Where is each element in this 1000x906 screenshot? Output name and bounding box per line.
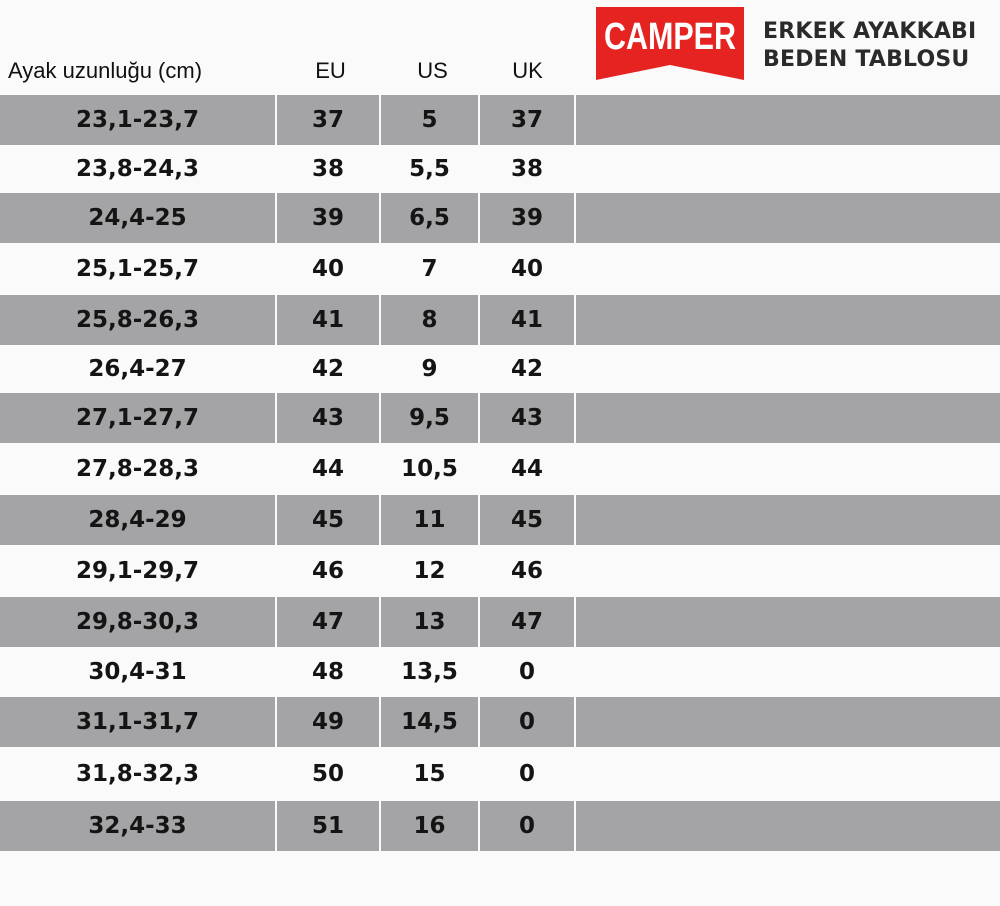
cell-eu: 38 (311, 156, 344, 182)
cell-uk: 46 (510, 558, 543, 584)
table-row (0, 193, 1000, 243)
cell-foot-length: 29,8-30,3 (0, 597, 275, 647)
cell-blank (576, 545, 1000, 597)
cell-blank (576, 747, 1000, 801)
cell-us: 5 (381, 95, 478, 145)
cell-uk: 47 (480, 597, 574, 647)
cell-foot-length: 27,1-27,7 (0, 393, 275, 443)
cell-uk: 45 (480, 495, 574, 545)
table-row (0, 697, 1000, 747)
cell-uk: 0 (518, 761, 535, 787)
cell-uk: 44 (510, 456, 543, 482)
table-row (0, 345, 1000, 393)
camper-logo (596, 7, 744, 80)
table-row (0, 747, 1000, 801)
cell-foot-length: 30,4-31 (88, 659, 187, 685)
cell-uk: 38 (510, 156, 543, 182)
cell-eu: 39 (277, 193, 379, 243)
cell-foot-length: 27,8-28,3 (75, 456, 200, 482)
cell-us: 5,5 (409, 156, 450, 182)
cell-eu: 49 (277, 697, 379, 747)
header-eu: EU (315, 58, 346, 83)
cell-uk: 40 (510, 256, 543, 282)
header-us: US (417, 58, 448, 83)
cell-foot-length: 31,1-31,7 (0, 697, 275, 747)
cell-eu: 42 (311, 356, 344, 382)
cell-us: 10,5 (401, 456, 458, 482)
table-row (0, 95, 1000, 145)
table-row (0, 243, 1000, 295)
table-row (0, 393, 1000, 443)
cell-foot-length: 28,4-29 (0, 495, 275, 545)
cell-us: 12 (413, 558, 446, 584)
table-row (0, 801, 1000, 851)
cell-uk: 0 (518, 659, 535, 685)
cell-blank (576, 145, 1000, 193)
cell-us: 16 (381, 801, 478, 851)
cell-eu: 45 (277, 495, 379, 545)
cell-blank (576, 243, 1000, 295)
cell-uk: 0 (480, 801, 574, 851)
cell-foot-length: 26,4-27 (88, 356, 187, 382)
cell-eu: 37 (277, 95, 379, 145)
cell-foot-length: 25,1-25,7 (75, 256, 200, 282)
cell-blank (576, 345, 1000, 393)
cell-blank (576, 647, 1000, 697)
cell-eu: 41 (277, 295, 379, 345)
cell-us: 11 (381, 495, 478, 545)
cell-uk: 41 (480, 295, 574, 345)
cell-eu: 43 (277, 393, 379, 443)
cell-us: 13,5 (401, 659, 458, 685)
cell-us: 9 (421, 356, 438, 382)
table-row (0, 495, 1000, 545)
cell-blank (576, 393, 1000, 443)
cell-blank (576, 697, 1000, 747)
cell-us: 7 (421, 256, 438, 282)
cell-foot-length: 23,1-23,7 (0, 95, 275, 145)
table-row (0, 597, 1000, 647)
cell-foot-length: 23,8-24,3 (75, 156, 200, 182)
size-table (0, 95, 1000, 851)
cell-uk: 37 (480, 95, 574, 145)
cell-uk: 39 (480, 193, 574, 243)
table-row (0, 443, 1000, 495)
header-uk: UK (512, 58, 543, 83)
cell-blank (576, 443, 1000, 495)
cell-us: 9,5 (381, 393, 478, 443)
logo-text: CAMPER (604, 16, 736, 58)
cell-foot-length: 24,4-25 (0, 193, 275, 243)
cell-foot-length: 31,8-32,3 (75, 761, 200, 787)
cell-us: 15 (413, 761, 446, 787)
cell-eu: 44 (311, 456, 344, 482)
cell-blank (576, 801, 1000, 851)
cell-blank (576, 95, 1000, 145)
cell-uk: 42 (510, 356, 543, 382)
chart-title (763, 18, 976, 74)
cell-blank (576, 495, 1000, 545)
cell-us: 8 (381, 295, 478, 345)
table-row (0, 295, 1000, 345)
cell-us: 6,5 (381, 193, 478, 243)
cell-eu: 46 (311, 558, 344, 584)
cell-foot-length: 32,4-33 (0, 801, 275, 851)
cell-us: 14,5 (381, 697, 478, 747)
cell-blank (576, 193, 1000, 243)
cell-eu: 51 (277, 801, 379, 851)
title-line-2: BEDEN TABLOSU (763, 47, 970, 72)
table-row (0, 145, 1000, 193)
cell-eu: 40 (311, 256, 344, 282)
title-line-1: ERKEK AYAKKABI (763, 19, 977, 44)
cell-eu: 48 (311, 659, 344, 685)
cell-blank (576, 295, 1000, 345)
cell-foot-length: 25,8-26,3 (0, 295, 275, 345)
cell-uk: 43 (480, 393, 574, 443)
table-row (0, 647, 1000, 697)
cell-uk: 0 (480, 697, 574, 747)
column-headers (0, 58, 575, 88)
cell-blank (576, 597, 1000, 647)
table-row (0, 545, 1000, 597)
cell-foot-length: 29,1-29,7 (75, 558, 200, 584)
header-foot-length: Ayak uzunluğu (cm) (8, 58, 203, 83)
cell-us: 13 (381, 597, 478, 647)
cell-eu: 50 (311, 761, 344, 787)
cell-eu: 47 (277, 597, 379, 647)
